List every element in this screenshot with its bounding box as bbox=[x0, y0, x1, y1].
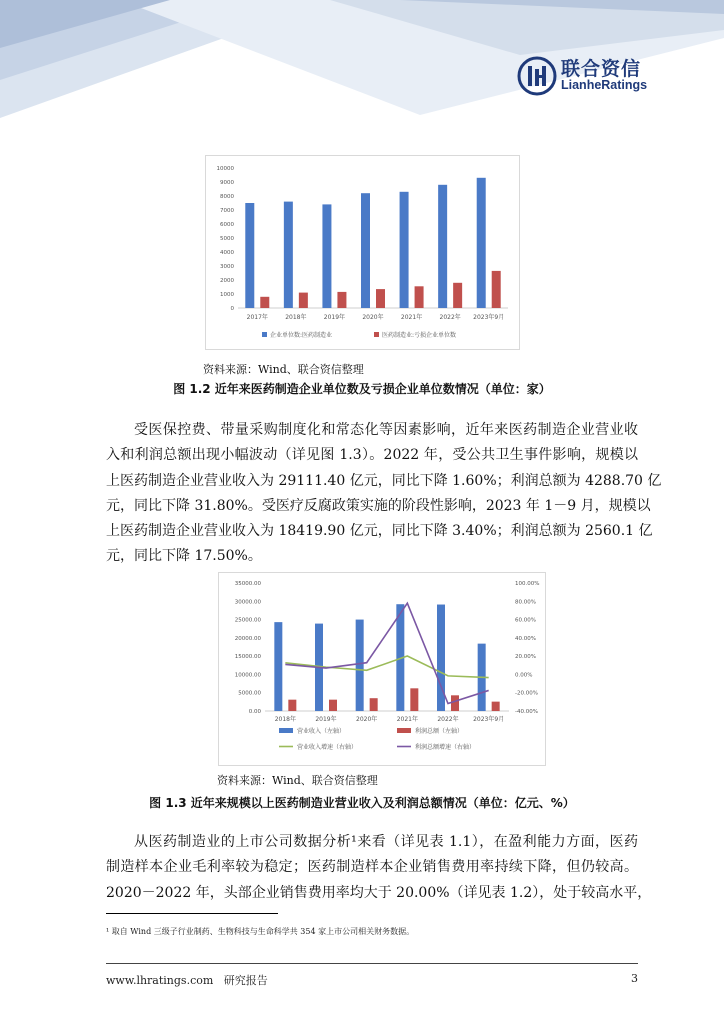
paragraph-1-line: 上医药制造企业营业收入为 29111.40 亿元，同比下降 1.60%；利润总额为 4288.70 亿 bbox=[106, 472, 662, 489]
bar-profit bbox=[451, 695, 459, 711]
figure-1-2-chart bbox=[205, 155, 520, 350]
legend-label: 营业收入增速（右轴） bbox=[297, 744, 358, 751]
page-header bbox=[0, 0, 724, 140]
y-right-tick-label: -20.00% bbox=[515, 690, 538, 697]
footer-divider bbox=[106, 963, 638, 964]
x-tick-label: 2019年 bbox=[323, 314, 346, 321]
y-left-tick-label: 30000.00 bbox=[234, 599, 261, 606]
bar-enterprises bbox=[284, 202, 293, 308]
bar-loss-making bbox=[376, 289, 385, 308]
footnote-divider bbox=[106, 913, 278, 914]
bar-profit bbox=[410, 688, 418, 711]
legend-swatch bbox=[279, 728, 293, 733]
bar-loss-making bbox=[492, 271, 501, 308]
legend-label: 企业单位数:医药制造业 bbox=[270, 332, 333, 339]
figure-1-3-chart bbox=[218, 572, 546, 766]
body-paragraph-2 bbox=[106, 830, 652, 906]
bar-enterprises bbox=[361, 193, 370, 308]
figure-1-2-source: 资料来源：Wind、联合资信整理 bbox=[203, 363, 364, 376]
y-tick-label: 5000 bbox=[220, 236, 234, 242]
y-tick-label: 3000 bbox=[220, 264, 234, 270]
paragraph-2-line: 从医药制造业的上市公司数据分析¹来看（详见表 1.1），在盈利能力方面，医药 bbox=[134, 834, 638, 850]
y-left-tick-label: 5000.00 bbox=[238, 690, 261, 697]
x-tick-label: 2023年9月 bbox=[473, 716, 505, 723]
chart-2-svg bbox=[219, 573, 545, 765]
footnote: ¹ 取自 Wind 三级子行业制药、生物科技与生命科学共 354 家上市公司相关财务数据。 bbox=[106, 927, 415, 936]
legend-label: 营业收入（左轴） bbox=[297, 728, 346, 735]
logo-mark-icon bbox=[517, 56, 557, 96]
y-right-tick-label: 40.00% bbox=[515, 635, 536, 642]
footer-doc-type: 研究报告 bbox=[223, 974, 268, 987]
paragraph-1-line: 受医保控费、带量采购制度化和常态化等因素影响，近年来医药制造企业营业收 bbox=[134, 422, 638, 438]
bar-profit bbox=[370, 698, 378, 711]
legend-label: 利润总额增速（右轴） bbox=[415, 744, 476, 751]
bar-loss-making bbox=[337, 292, 346, 308]
x-tick-label: 2023年9月 bbox=[473, 314, 505, 321]
paragraph-1-line: 入和利润总额出现小幅波动（详见图 1.3）。2022 年，受公共卫生事件影响，规模以 bbox=[106, 447, 638, 464]
bar-enterprises bbox=[245, 203, 254, 308]
x-tick-label: 2019年 bbox=[315, 716, 337, 723]
y-right-tick-label: 20.00% bbox=[515, 654, 536, 661]
y-right-tick-label: 60.00% bbox=[515, 617, 536, 624]
paragraph-2-line: 2020－2022 年，头部企业销售费用率均大于 20.00%（详见表 1.2），处于较高水平， bbox=[106, 884, 652, 901]
logo-text-cn: 联合资信 bbox=[561, 58, 642, 80]
bar-revenue bbox=[274, 622, 282, 711]
page-number: 3 bbox=[631, 972, 638, 985]
paragraph-1-line: 上医药制造企业营业收入为 18419.90 亿元，同比下降 3.40%；利润总额为 2560.1 亿 bbox=[106, 523, 653, 540]
y-right-tick-label: 100.00% bbox=[515, 581, 540, 587]
y-left-tick-label: 25000.00 bbox=[234, 617, 261, 624]
figure-1-2-caption: 图 1.2 近年来医药制造企业单位数及亏损企业单位数情况（单位：家） bbox=[173, 382, 551, 396]
y-left-tick-label: 35000.00 bbox=[234, 581, 261, 587]
x-tick-label: 2017年 bbox=[246, 314, 268, 321]
chart-1-svg bbox=[206, 156, 519, 349]
bar-profit bbox=[288, 700, 296, 711]
legend-label: 医药制造业:亏损企业单位数 bbox=[382, 332, 457, 339]
y-left-tick-label: 20000.00 bbox=[234, 635, 261, 642]
bar-loss-making bbox=[415, 286, 424, 308]
y-tick-label: 4000 bbox=[220, 250, 234, 256]
paragraph-2-line: 制造样本企业毛利率较为稳定；医药制造样本企业销售费用率持续下降，但仍较高。 bbox=[106, 859, 638, 876]
y-tick-label: 7000 bbox=[220, 208, 234, 214]
paragraph-1-line: 元，同比下降 31.80%。受医疗反腐政策实施的阶段性影响，2023 年 1－9 月，规模以 bbox=[106, 497, 651, 514]
y-right-tick-label: 0.00% bbox=[515, 672, 533, 679]
body-paragraph-1 bbox=[106, 418, 662, 570]
y-right-tick-label: -40.00% bbox=[515, 709, 538, 715]
y-tick-label: 1000 bbox=[220, 292, 234, 298]
y-tick-label: 2000 bbox=[220, 278, 234, 284]
paragraph-1-line: 元，同比下降 17.50%。 bbox=[106, 548, 262, 565]
x-tick-label: 2021年 bbox=[400, 314, 423, 321]
x-tick-label: 2020年 bbox=[356, 716, 378, 723]
legend-swatch bbox=[262, 332, 267, 337]
x-tick-label: 2018年 bbox=[285, 314, 307, 321]
bar-enterprises bbox=[400, 192, 409, 308]
bar-loss-making bbox=[453, 283, 462, 308]
y-left-tick-label: 10000.00 bbox=[234, 672, 261, 679]
x-tick-label: 2018年 bbox=[274, 716, 296, 723]
bar-enterprises bbox=[438, 185, 447, 308]
figure-1-3-source: 资料来源：Wind、联合资信整理 bbox=[217, 774, 378, 787]
y-tick-label: 9000 bbox=[220, 180, 234, 186]
footer-website: www.lhratings.com bbox=[106, 974, 214, 987]
y-left-tick-label: 0.00 bbox=[248, 709, 261, 715]
figure-1-3-caption: 图 1.3 近年来规模以上医药制造业营业收入及利润总额情况（单位：亿元、%） bbox=[149, 796, 575, 810]
x-tick-label: 2022年 bbox=[437, 716, 459, 723]
y-right-tick-label: 80.00% bbox=[515, 599, 536, 606]
bar-loss-making bbox=[299, 293, 308, 308]
bar-profit bbox=[492, 702, 500, 711]
bar-loss-making bbox=[260, 297, 269, 308]
x-tick-label: 2022年 bbox=[439, 314, 461, 321]
bar-revenue bbox=[356, 620, 364, 711]
legend-swatch bbox=[397, 728, 411, 733]
bar-enterprises bbox=[477, 178, 486, 308]
y-tick-label: 10000 bbox=[216, 166, 234, 172]
footer-left bbox=[106, 972, 268, 988]
y-tick-label: 6000 bbox=[220, 222, 234, 228]
legend-label: 利润总额（左轴） bbox=[415, 728, 464, 735]
y-tick-label: 0 bbox=[230, 306, 234, 312]
x-tick-label: 2021年 bbox=[396, 716, 418, 723]
bar-enterprises bbox=[322, 204, 331, 308]
y-tick-label: 8000 bbox=[220, 194, 234, 200]
y-left-tick-label: 15000.00 bbox=[234, 654, 261, 661]
logo-text-en: LianheRatings bbox=[561, 78, 648, 92]
x-tick-label: 2020年 bbox=[362, 314, 384, 321]
bar-profit bbox=[329, 700, 337, 711]
legend-swatch bbox=[374, 332, 379, 337]
